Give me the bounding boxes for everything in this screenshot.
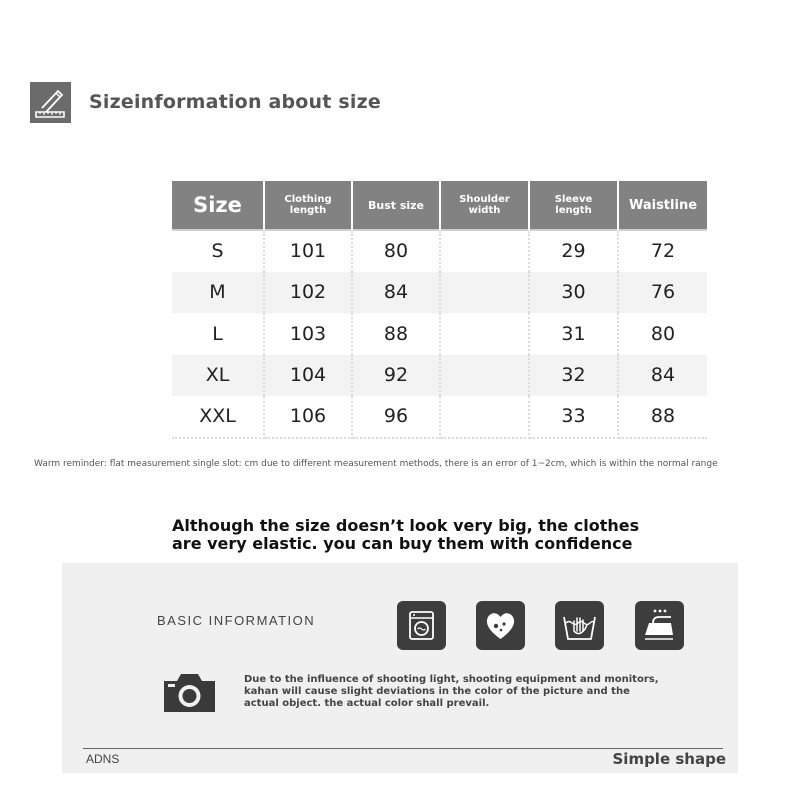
cell-size: L <box>172 313 264 355</box>
cell-sleeve-length: 32 <box>529 355 618 397</box>
cell-sleeve-length: 30 <box>529 272 618 314</box>
header-clothing-length: Clothing length <box>264 181 352 230</box>
color-disclaimer: Due to the influence of shooting light, shooting equipment and monitors, kahan will cause slight deviations in the color of the picture and the actual object. the actual color shall prevail. <box>244 674 659 709</box>
cell-clothing-length: 102 <box>264 272 352 314</box>
table-row <box>172 230 707 272</box>
brand-label: ADNS <box>86 752 120 766</box>
cell-waistline: 76 <box>618 272 707 314</box>
table-row <box>172 272 707 314</box>
header-shoulder-width: Shoulder width <box>440 181 529 230</box>
header-waistline: Waistline <box>618 181 707 230</box>
elasticity-note-line2: are very elastic. you can buy them with confidence <box>172 534 633 553</box>
cell-bust-size: 80 <box>352 230 440 272</box>
cell-waistline: 80 <box>650 322 676 345</box>
cell-clothing-length: 101 <box>264 230 352 272</box>
cell-clothing-length: 103 <box>264 313 352 355</box>
cell-size: S <box>172 230 264 272</box>
basic-info-title: BASIC INFORMATION <box>157 613 316 628</box>
cell-shoulder-width <box>440 230 529 272</box>
cell-shoulder-width <box>440 396 529 438</box>
cell-size: XL <box>172 355 264 397</box>
cell-sleeve-length: 31 <box>529 313 618 355</box>
cell-sleeve-length: 29 <box>529 230 618 272</box>
divider <box>83 748 723 749</box>
camera-icon <box>161 669 218 715</box>
basic-info-panel <box>62 563 738 773</box>
cell-shoulder-width <box>440 272 529 314</box>
header-sleeve-length: Sleeve length <box>529 181 618 230</box>
iron-icon <box>635 601 684 650</box>
washing-machine-icon <box>397 601 446 650</box>
table-header-row <box>172 181 707 230</box>
cell-size: XXL <box>172 396 264 438</box>
cell-shoulder-width <box>440 313 529 355</box>
cell-bust-size: 84 <box>352 272 440 314</box>
header-bust-size: Bust size <box>352 181 440 230</box>
section-title: Sizeinformation about size <box>89 91 381 113</box>
cell-waistline: 88 <box>618 396 707 438</box>
elasticity-note-line1: Although the size doesn’t look very big, the clothes <box>172 516 640 535</box>
table-row <box>172 313 707 355</box>
cell-bust-size: 96 <box>352 396 440 438</box>
table-row <box>172 396 707 438</box>
heart-wash-icon <box>476 601 525 650</box>
cell-sleeve-length: 33 <box>529 396 618 438</box>
cell-bust-size: 88 <box>352 313 440 355</box>
cell-waistline: 72 <box>618 230 707 272</box>
elasticity-note <box>172 517 639 553</box>
tagline: Simple shape <box>612 750 726 768</box>
cell-waistline: 84 <box>618 355 707 397</box>
cell-size: M <box>172 272 264 314</box>
cell-clothing-length: 104 <box>264 355 352 397</box>
cell-shoulder-width <box>440 355 529 397</box>
cell-bust-size: 92 <box>352 355 440 397</box>
measurement-reminder: Warm reminder: flat measurement single slot: cm due to different measurement methods, there is an error of 1~2cm, which is within the normal range <box>34 459 718 469</box>
hand-wash-icon <box>555 601 604 650</box>
ruler-pencil-icon <box>30 82 71 123</box>
cell-clothing-length: 106 <box>264 396 352 438</box>
table-row <box>172 355 707 397</box>
size-chart-table <box>172 181 707 439</box>
header-size: Size <box>172 181 264 230</box>
